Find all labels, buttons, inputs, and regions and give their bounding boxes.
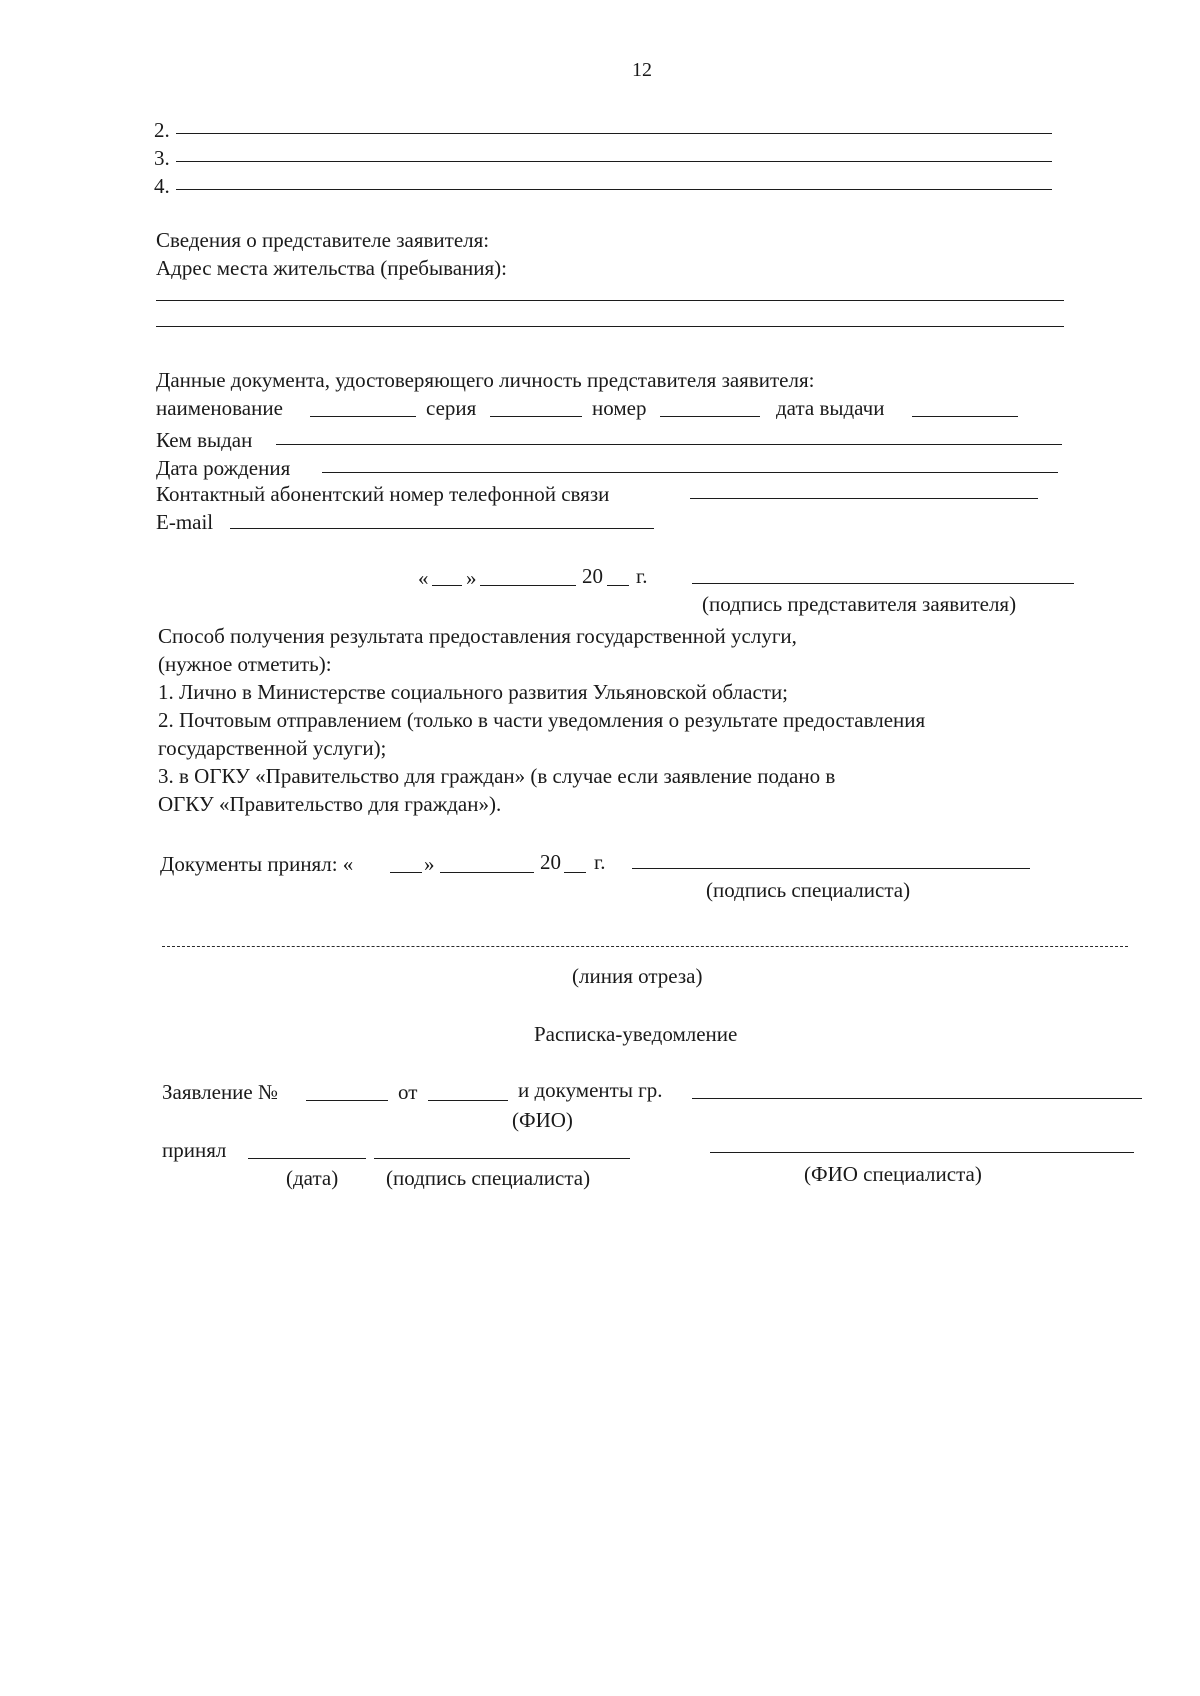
specialist-signature-caption: (подпись специалиста)	[706, 878, 911, 902]
numbered-line-2[interactable]	[176, 133, 1052, 134]
date-day-field[interactable]	[432, 585, 462, 586]
date-caption: (дата)	[286, 1166, 339, 1190]
date-year-suffix: г.	[636, 564, 648, 588]
cut-line-caption: (линия отреза)	[572, 964, 703, 988]
application-label: Заявление №	[162, 1080, 279, 1104]
date-month-field[interactable]	[480, 585, 576, 586]
citizen-fio-field[interactable]	[692, 1098, 1142, 1099]
accepted-label: Документы принял: «	[160, 852, 354, 876]
doc-number-label: номер	[592, 396, 647, 420]
email-label: E-mail	[156, 510, 214, 534]
id-document-heading: Данные документа, удостоверяющего личность представителя заявителя:	[156, 368, 815, 392]
address-line-1[interactable]	[156, 300, 1064, 301]
result-option-1: 1. Лично в Министерстве социального развития Ульяновской области;	[158, 680, 789, 704]
accepted-day-field[interactable]	[390, 872, 422, 873]
receipt-signature-field[interactable]	[374, 1158, 630, 1159]
receipt-accepted-label: принял	[162, 1138, 227, 1162]
numbered-line-label-2: 2.	[154, 118, 170, 142]
result-method-heading-1: Способ получения результата предоставления государственной услуги,	[158, 624, 797, 648]
date-year-prefix: 20	[582, 564, 603, 588]
specialist-fio-caption: (ФИО специалиста)	[804, 1162, 982, 1186]
result-option-2-line-1: 2. Почтовым отправлением (только в части уведомления о результате предоставления	[158, 708, 926, 732]
address-label: Адрес места жительства (пребывания):	[156, 256, 508, 280]
address-line-2[interactable]	[156, 326, 1064, 327]
doc-name-field[interactable]	[310, 416, 416, 417]
representative-signature-caption: (подпись представителя заявителя)	[702, 592, 1017, 616]
representative-signature-field[interactable]	[692, 583, 1074, 584]
accepted-month-field[interactable]	[440, 872, 534, 873]
date-open-quote: «	[418, 566, 429, 590]
receipt-specialist-fio-field[interactable]	[710, 1152, 1134, 1153]
page-number: 12	[632, 59, 652, 81]
accepted-close-quote: »	[424, 852, 435, 876]
doc-number-field[interactable]	[660, 416, 760, 417]
date-year-field[interactable]	[607, 585, 629, 586]
application-from-label: от	[398, 1080, 418, 1104]
issued-by-label: Кем выдан	[156, 428, 253, 452]
specialist-signature-field[interactable]	[632, 868, 1030, 869]
application-number-field[interactable]	[306, 1100, 388, 1101]
birth-date-field[interactable]	[322, 472, 1058, 473]
result-option-2-line-2: государственной услуги);	[158, 736, 387, 760]
result-option-3-line-1: 3. в ОГКУ «Правительство для граждан» (в случае если заявление подано в	[158, 764, 836, 788]
doc-issue-date-field[interactable]	[912, 416, 1018, 417]
fio-caption: (ФИО)	[512, 1108, 573, 1132]
doc-name-label: наименование	[156, 396, 283, 420]
doc-series-label: серия	[426, 396, 477, 420]
phone-field[interactable]	[690, 498, 1038, 499]
numbered-line-label-4: 4.	[154, 174, 170, 198]
result-option-3-line-2: ОГКУ «Правительство для граждан»).	[158, 792, 502, 816]
receipt-title: Расписка-уведомление	[534, 1022, 738, 1046]
accepted-year-field[interactable]	[564, 872, 586, 873]
doc-issue-date-label: дата выдачи	[776, 396, 885, 420]
issued-by-field[interactable]	[276, 444, 1062, 445]
application-date-field[interactable]	[428, 1100, 508, 1101]
doc-series-field[interactable]	[490, 416, 582, 417]
numbered-line-3[interactable]	[176, 161, 1052, 162]
accepted-year-prefix: 20	[540, 850, 561, 874]
receipt-date-field[interactable]	[248, 1158, 366, 1159]
result-method-heading-2: (нужное отметить):	[158, 652, 332, 676]
email-field[interactable]	[230, 528, 654, 529]
phone-label: Контактный абонентский номер телефонной связи	[156, 482, 610, 506]
documents-label: и документы гр.	[518, 1078, 663, 1102]
numbered-line-4[interactable]	[176, 189, 1052, 190]
representative-heading: Сведения о представителе заявителя:	[156, 228, 490, 252]
specialist-signature-caption-2: (подпись специалиста)	[386, 1166, 591, 1190]
numbered-line-label-3: 3.	[154, 146, 170, 170]
accepted-year-suffix: г.	[594, 850, 606, 874]
birth-date-label: Дата рождения	[156, 456, 291, 480]
cut-line	[162, 946, 1128, 947]
date-close-quote: »	[466, 566, 477, 590]
